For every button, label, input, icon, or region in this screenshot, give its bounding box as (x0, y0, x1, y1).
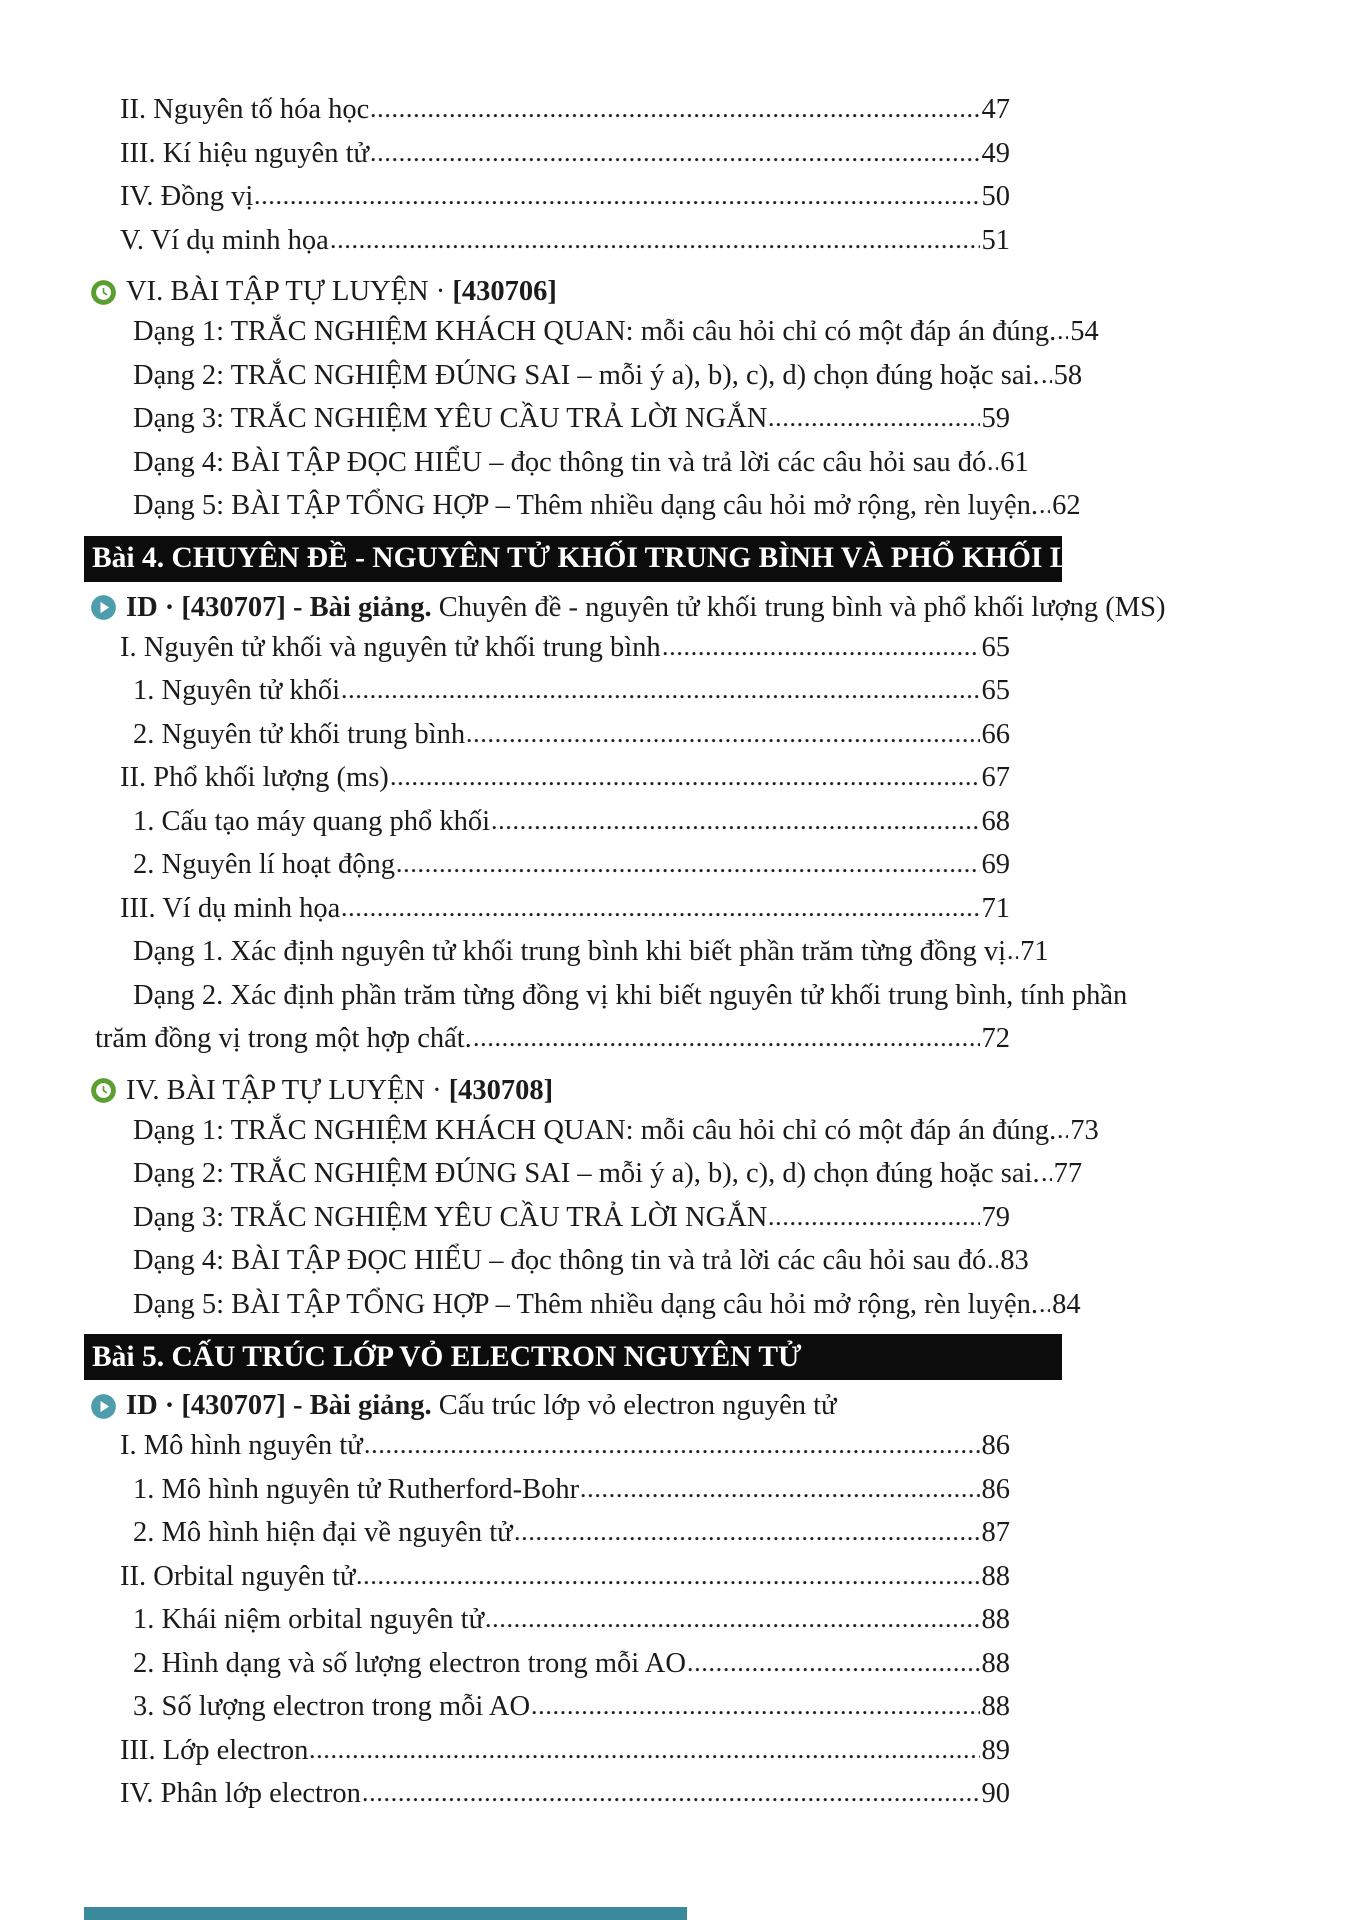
lesson-id: [430706] (452, 276, 557, 307)
toc-entry-label: IV. Đồng vị (120, 181, 254, 212)
toc-entry[interactable] (84, 403, 1010, 447)
page-number: 86 (981, 1430, 1010, 1461)
page-number: 66 (981, 718, 1010, 750)
page-number: 88 (981, 1647, 1010, 1679)
page-number: 54 (1070, 316, 1099, 347)
dot-leader (1058, 1134, 1068, 1139)
dot-leader (515, 1536, 980, 1541)
dot-leader (391, 781, 980, 786)
page-number: 71 (981, 892, 1010, 924)
toc-entry-label: 2. Mô hình hiện đại về nguyên tử (133, 1517, 513, 1548)
play-icon (90, 594, 117, 621)
toc-lecture-link[interactable] (84, 584, 1166, 632)
page-number: 87 (981, 1517, 1010, 1548)
toc-entry-label: Dạng 2: TRẮC NGHIỆM ĐÚNG SAI – mỗi ý a), b), c), d) chọn đúng hoặc sai. (133, 1158, 1040, 1189)
dot-leader (1042, 1177, 1052, 1182)
dot-leader (467, 738, 979, 743)
toc-entry-label: Dạng 3: TRẮC NGHIỆM YÊU CẦU TRẢ LỜI NGẮN (133, 1201, 768, 1233)
dot-leader (988, 1264, 998, 1269)
toc-entry[interactable] (84, 936, 1049, 980)
toc-entry[interactable] (84, 316, 1099, 360)
toc-entry[interactable] (84, 1158, 1083, 1202)
dot-leader (486, 1623, 979, 1628)
toc-entry-label: II. Nguyên tố hóa học (120, 94, 370, 125)
toc-entry[interactable] (84, 446, 1029, 491)
toc-entry[interactable] (84, 1735, 1010, 1779)
page-number: 90 (981, 1778, 1010, 1809)
page-number: 77 (1053, 1158, 1083, 1189)
page-number: 88 (981, 1604, 1010, 1635)
dot-leader (397, 868, 979, 873)
toc-entry-label: III. Ví dụ minh họa (120, 892, 341, 924)
page-number: 88 (981, 1691, 1010, 1722)
toc-entry[interactable] (84, 1691, 1010, 1735)
page-number: 84 (1052, 1288, 1081, 1320)
section-header-bai-5: Bài 5. CẤU TRÚC LỚP VỎ ELECTRON NGUYÊN TỬ (84, 1334, 1062, 1380)
toc-entry-label: Dạng 4: BÀI TẬP ĐỌC HIỂU – đọc thông tin và trả lời các câu hỏi sau đó (133, 1245, 987, 1276)
toc-entry-label: III. Kí hiệu nguyên tử (120, 137, 369, 169)
dot-leader (492, 825, 980, 830)
toc-entry[interactable] (84, 1202, 1010, 1246)
page-number: 62 (1052, 490, 1081, 521)
toc-entry[interactable] (84, 490, 1081, 534)
dot-leader (363, 1797, 980, 1802)
dot-leader (1008, 955, 1018, 960)
toc-entry-label: Dạng 1: TRẮC NGHIỆM KHÁCH QUAN: mỗi câu hỏi chỉ có một đáp án đúng. (133, 1114, 1057, 1146)
toc-entry-label: Dạng 1. Xác định nguyên tử khối trung bình khi biết phần trăm từng đồng vị (133, 936, 1007, 967)
toc-entry-label: II. Phổ khối lượng (ms) (120, 762, 389, 793)
toc-entry[interactable] (84, 893, 1010, 937)
toc-entry-label: trăm đồng vị trong một hợp chất. (95, 1023, 472, 1054)
dot-leader (581, 1493, 979, 1498)
page-number: 65 (981, 675, 1010, 706)
toc-entry-label: Dạng 3: TRẮC NGHIỆM YÊU CẦU TRẢ LỜI NGẮN (133, 403, 768, 434)
toc-entry[interactable] (84, 1430, 1010, 1474)
page-number: 67 (981, 762, 1010, 793)
toc-entry[interactable] (84, 979, 1128, 1024)
toc-entry[interactable] (84, 359, 1083, 404)
lecture-id: ID · [430707] - Bài giảng. (126, 1390, 432, 1421)
toc-entry-label: Dạng 2: TRẮC NGHIỆM ĐÚNG SAI – mỗi ý a), b), c), d) chọn đúng hoặc sai. (133, 359, 1040, 391)
page-number: 58 (1053, 359, 1083, 391)
dot-leader (1042, 379, 1052, 384)
toc-entry[interactable] (84, 675, 1010, 719)
toc-entry[interactable] (84, 1778, 1010, 1822)
toc-entry[interactable] (84, 1648, 1010, 1692)
page-number: 69 (981, 849, 1010, 880)
toc-entry[interactable] (84, 94, 1010, 138)
dot-leader (342, 694, 979, 699)
dot-leader (663, 651, 980, 656)
dot-leader (1058, 335, 1068, 340)
dot-leader (255, 200, 979, 205)
dot-leader (310, 1754, 979, 1759)
toc-entry-label: Dạng 2. Xác định phần trăm từng đồng vị khi biết nguyên tử khối trung bình, tính phần (133, 979, 1128, 1011)
table-of-contents (84, 94, 1232, 1822)
clock-icon (90, 1077, 117, 1104)
dot-leader (1040, 1308, 1050, 1313)
page-number: 61 (1000, 446, 1029, 478)
toc-entry[interactable] (84, 1474, 1010, 1518)
toc-entry-label: 1. Cấu tạo máy quang phổ khối (133, 805, 490, 837)
toc-entry[interactable] (84, 1288, 1081, 1333)
toc-entry-label: Dạng 5: BÀI TẬP TỔNG HỢP – Thêm nhiều dạng câu hỏi mở rộng, rèn luyện. (133, 1288, 1039, 1320)
toc-lesson-exercises[interactable] (84, 268, 1010, 316)
toc-entry[interactable] (84, 806, 1010, 850)
dot-leader (769, 1221, 979, 1226)
toc-entry-continuation[interactable] (84, 1023, 1010, 1067)
lesson-id: [430708] (448, 1074, 554, 1106)
page-number: 51 (981, 224, 1010, 256)
page-number: 47 (981, 94, 1010, 125)
dot-leader (688, 1667, 980, 1672)
partial-footer-bar (84, 1907, 687, 1920)
dot-leader (769, 422, 979, 427)
clock-icon (90, 279, 117, 306)
page-number: 59 (981, 403, 1010, 434)
toc-entry-label: 2. Nguyên tử khối trung bình (133, 718, 466, 750)
toc-entry[interactable] (84, 138, 1010, 182)
page-number: 73 (1070, 1114, 1099, 1146)
toc-entry[interactable] (84, 719, 1010, 763)
toc-entry-label: 2. Nguyên lí hoạt động (133, 849, 396, 880)
toc-lesson-label: VI. BÀI TẬP TỰ LUYỆN · [430706] (126, 276, 557, 307)
page-number: 89 (981, 1734, 1010, 1766)
toc-lecture-label: ID · [430707] - Bài giảng. Cấu trúc lớp vỏ electron nguyên tử (126, 1390, 837, 1421)
toc-entry-label: 2. Hình dạng và số lượng electron trong mỗi AO (133, 1647, 686, 1679)
page-number: 79 (981, 1201, 1010, 1233)
play-icon (90, 1393, 117, 1420)
toc-entry[interactable] (84, 1245, 1029, 1289)
toc-entry-label: I. Mô hình nguyên tử (120, 1430, 363, 1461)
section-header-bai-4: Bài 4. CHUYÊN ĐỀ - NGUYÊN TỬ KHỐI TRUNG BÌNH VÀ PHỔ KHỐI LƯỢNG (MS) (84, 536, 1062, 582)
lecture-id: ID · [430707] - Bài giảng. (126, 591, 432, 623)
toc-entry-label: 3. Số lượng electron trong mỗi AO (133, 1691, 531, 1722)
toc-entry[interactable] (84, 1517, 1010, 1561)
toc-entry[interactable] (84, 181, 1010, 225)
page-number: 86 (981, 1473, 1010, 1505)
dot-leader (371, 113, 979, 118)
dot-leader (474, 1042, 980, 1047)
toc-entry[interactable] (84, 225, 1010, 269)
toc-entry-label: II. Orbital nguyên tử (120, 1560, 356, 1592)
dot-leader (331, 244, 980, 249)
toc-entry-label: Dạng 5: BÀI TẬP TỔNG HỢP – Thêm nhiều dạng câu hỏi mở rộng, rèn luyện. (133, 490, 1039, 521)
toc-entry-label: Dạng 4: BÀI TẬP ĐỌC HIỂU – đọc thông tin và trả lời các câu hỏi sau đó (133, 446, 987, 478)
toc-entry[interactable] (84, 1561, 1010, 1605)
dot-leader (371, 157, 980, 162)
toc-entry[interactable] (84, 1114, 1099, 1159)
toc-entry-label: I. Nguyên tử khối và nguyên tử khối trung bình (120, 631, 661, 663)
dot-leader (365, 1449, 980, 1454)
toc-entry[interactable] (84, 762, 1010, 806)
toc-lesson-label: IV. BÀI TẬP TỰ LUYỆN · [430708] (126, 1074, 554, 1106)
toc-lesson-exercises[interactable] (84, 1067, 1010, 1115)
toc-entry[interactable] (84, 632, 1010, 676)
toc-entry[interactable] (84, 849, 1010, 893)
dot-leader (1040, 509, 1050, 514)
toc-entry-label: IV. Phân lớp electron (120, 1778, 361, 1809)
dot-leader (988, 466, 998, 471)
dot-leader (342, 912, 979, 917)
page-number: 71 (1020, 936, 1049, 967)
toc-entry-label: 1. Mô hình nguyên tử Rutherford-Bohr (133, 1473, 580, 1505)
toc-entry-label: III. Lớp electron (120, 1734, 309, 1766)
dot-leader (532, 1710, 979, 1715)
page-number: 72 (981, 1023, 1010, 1054)
toc-entry-label: 1. Nguyên tử khối (133, 675, 341, 706)
toc-entry[interactable] (84, 1604, 1010, 1648)
page-number: 68 (981, 805, 1010, 837)
page-number: 49 (981, 137, 1010, 169)
page-number: 83 (1000, 1245, 1029, 1276)
page-number: 88 (981, 1560, 1010, 1592)
toc-lecture-link[interactable] (84, 1382, 1010, 1430)
page-number: 65 (981, 631, 1010, 663)
toc-entry-label: V. Ví dụ minh họa (120, 224, 329, 256)
dot-leader (357, 1580, 979, 1585)
page-number: 50 (981, 181, 1010, 212)
toc-entry-label: Dạng 1: TRẮC NGHIỆM KHÁCH QUAN: mỗi câu hỏi chỉ có một đáp án đúng. (133, 316, 1057, 347)
toc-lecture-label: ID · [430707] - Bài giảng. Chuyên đề - nguyên tử khối trung bình và phổ khối lượng (MS) (126, 591, 1166, 623)
toc-entry-label: 1. Khái niệm orbital nguyên tử (133, 1604, 485, 1635)
